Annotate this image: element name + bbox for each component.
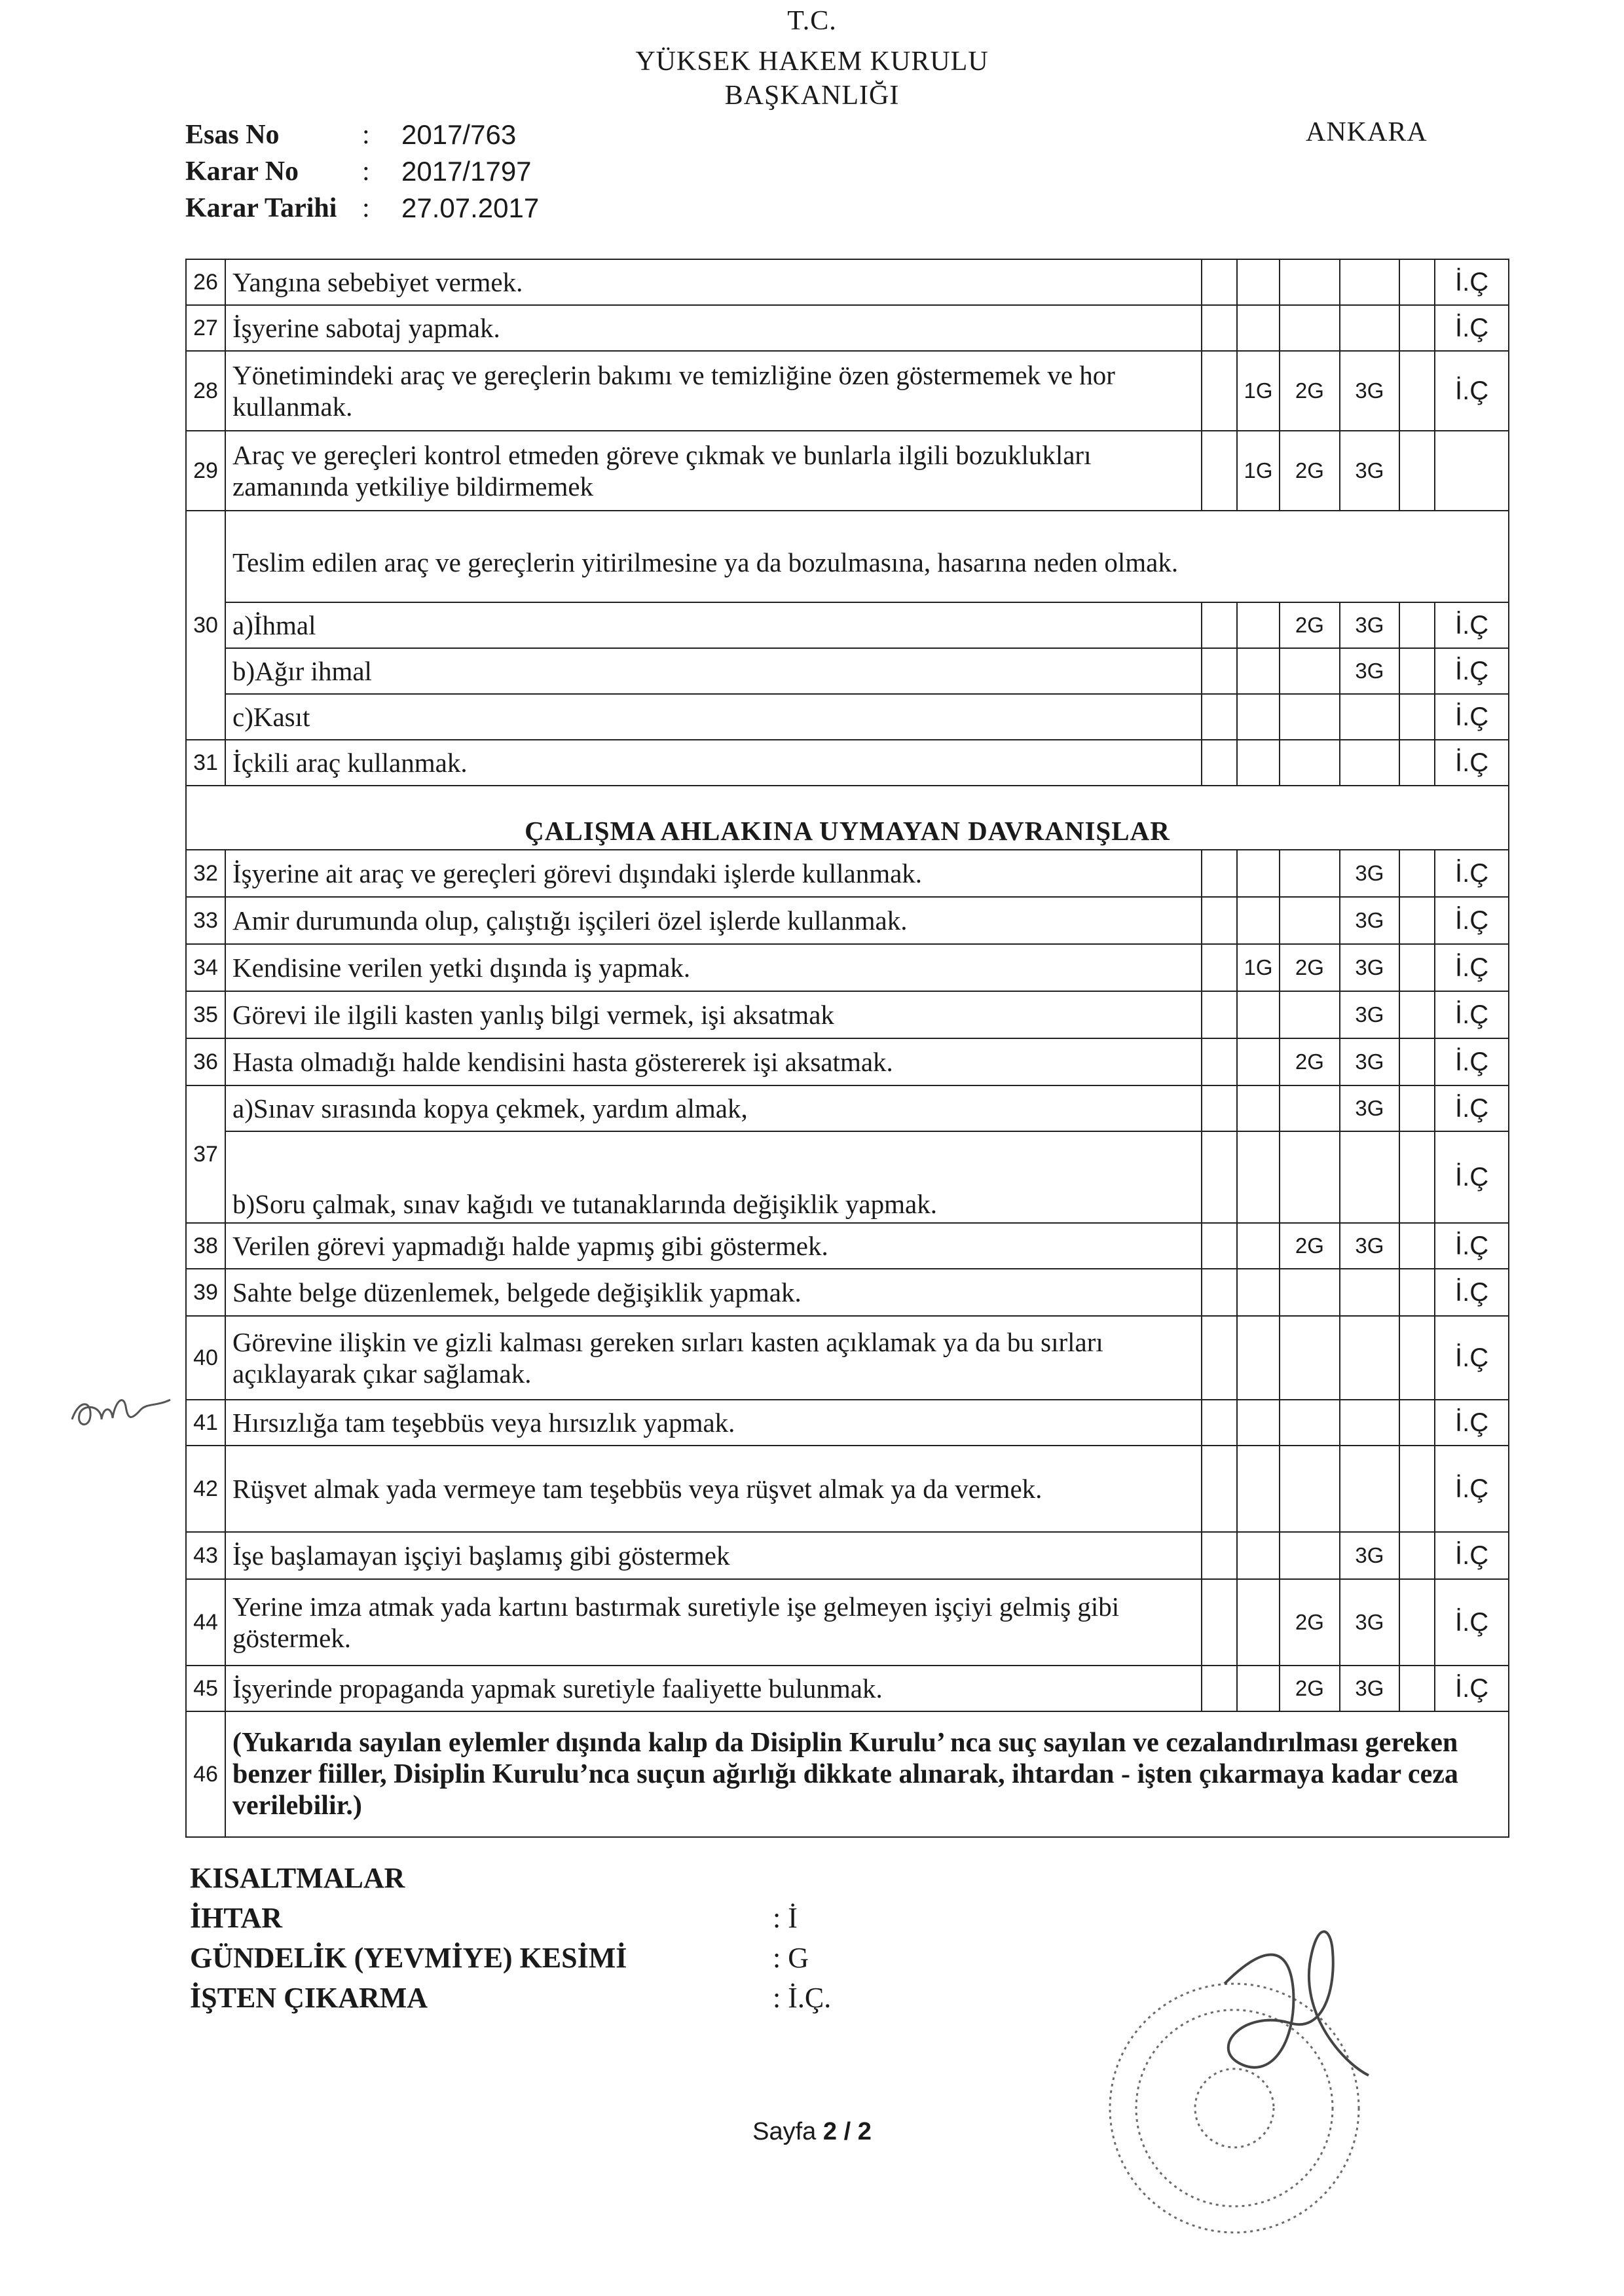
penalty-1g xyxy=(1237,991,1280,1038)
row-number: 35 xyxy=(186,991,225,1038)
abbreviation-code: : İ.Ç. xyxy=(773,1982,832,2014)
row-description: c)Kasıt xyxy=(225,694,1202,740)
abbreviation-row xyxy=(190,1898,831,1938)
table-row xyxy=(186,259,1509,305)
penalty-2g xyxy=(1280,1085,1340,1131)
meta-sep: : xyxy=(362,193,370,223)
empty-cell xyxy=(1202,1579,1237,1666)
abbreviations-title: KISALTMALAR xyxy=(190,1862,405,1894)
penalty-2g xyxy=(1280,305,1340,351)
empty-cell xyxy=(1202,648,1237,694)
table-row xyxy=(186,351,1509,431)
penalty-1g xyxy=(1237,1316,1280,1400)
abbreviation-term: İHTAR xyxy=(190,1902,282,1934)
penalty-3g: 3G xyxy=(1340,850,1400,897)
row-description: Sahte belge düzenlemek, belgede değişiklik yapmak. xyxy=(225,1269,1202,1316)
empty-cell xyxy=(1399,1269,1435,1316)
row-number: 37 xyxy=(186,1085,225,1223)
row-description: Yerine imza atmak yada kartını bastırmak suretiyle işe gelmeyen işçiyi gelmiş gibi göstermek. xyxy=(225,1579,1202,1666)
official-seal-icon xyxy=(1074,1912,1441,2252)
row-description: Teslim edilen araç ve gereçlerin yitirilmesine ya da bozulmasına, hasarına neden olmak. xyxy=(225,511,1509,602)
penalty-2g xyxy=(1280,991,1340,1038)
empty-cell xyxy=(1399,897,1435,944)
penalty-2g xyxy=(1280,694,1340,740)
row-number: 40 xyxy=(186,1316,225,1400)
empty-cell xyxy=(1399,1446,1435,1532)
penalty-1g xyxy=(1237,694,1280,740)
page-current: 2 xyxy=(822,2118,838,2145)
header-subtitle: BAŞKANLIĞI xyxy=(724,81,900,111)
table-row xyxy=(186,694,1509,740)
empty-cell xyxy=(1202,897,1237,944)
table-row xyxy=(186,511,1509,602)
row-description: b)Ağır ihmal xyxy=(225,648,1202,694)
penalty-1g xyxy=(1237,1269,1280,1316)
penalty-1g xyxy=(1237,259,1280,305)
row-description: a)İhmal xyxy=(225,602,1202,648)
empty-cell xyxy=(1399,694,1435,740)
meta-row-tarih xyxy=(185,190,539,227)
row-description: Hırsızlığa tam teşebbüs veya hırsızlık yapmak. xyxy=(225,1400,1202,1446)
empty-cell xyxy=(1399,740,1435,786)
penalty-2g xyxy=(1280,1269,1340,1316)
penalty-ic: İ.Ç xyxy=(1435,259,1509,305)
penalty-1g xyxy=(1237,602,1280,648)
empty-cell xyxy=(1399,1131,1435,1223)
table-row xyxy=(186,944,1509,991)
table-row xyxy=(186,1131,1509,1223)
penalty-3g: 3G xyxy=(1340,1223,1400,1269)
table-row xyxy=(186,991,1509,1038)
empty-cell xyxy=(1399,1038,1435,1085)
penalty-2g xyxy=(1280,1446,1340,1532)
empty-cell xyxy=(1399,850,1435,897)
row-description: (Yukarıda sayılan eylemler dışında kalıp da Disiplin Kurulu’ nca suç sayılan ve cezalandırılması gereken benzer fiiller, Disiplin Kurulu’nca suçun ağırlığı dikkate alınarak, ihtardan - işten çıkarmaya kadar ceza verilebilir.) xyxy=(225,1711,1509,1837)
penalty-ic: İ.Ç xyxy=(1435,897,1509,944)
penalty-ic xyxy=(1435,431,1509,511)
penalty-ic: İ.Ç xyxy=(1435,1400,1509,1446)
table-row xyxy=(186,1446,1509,1532)
penalty-2g: 2G xyxy=(1280,1038,1340,1085)
row-number: 32 xyxy=(186,850,225,897)
empty-cell xyxy=(1399,1579,1435,1666)
penalty-2g xyxy=(1280,740,1340,786)
row-number: 36 xyxy=(186,1038,225,1085)
empty-cell xyxy=(1202,1316,1237,1400)
row-description: a)Sınav sırasında kopya çekmek, yardım almak, xyxy=(225,1085,1202,1131)
row-number: 38 xyxy=(186,1223,225,1269)
empty-cell xyxy=(1202,1131,1237,1223)
empty-cell xyxy=(1399,602,1435,648)
empty-cell xyxy=(1202,944,1237,991)
row-description: Hasta olmadığı halde kendisini hasta göstererek işi aksatmak. xyxy=(225,1038,1202,1085)
row-number: 44 xyxy=(186,1579,225,1666)
penalty-1g xyxy=(1237,1666,1280,1711)
penalty-ic: İ.Ç xyxy=(1435,1085,1509,1131)
penalty-ic: İ.Ç xyxy=(1435,694,1509,740)
empty-cell xyxy=(1399,1666,1435,1711)
row-number: 45 xyxy=(186,1666,225,1711)
penalty-ic: İ.Ç xyxy=(1435,1532,1509,1579)
table-row xyxy=(186,1085,1509,1131)
penalty-ic: İ.Ç xyxy=(1435,648,1509,694)
table-row xyxy=(186,740,1509,786)
empty-cell xyxy=(1399,1085,1435,1131)
meta-sep: : xyxy=(362,120,370,150)
header-city: ANKARA xyxy=(1306,117,1428,147)
row-number: 29 xyxy=(186,431,225,511)
penalty-ic: İ.Ç xyxy=(1435,991,1509,1038)
row-description: İşyerine sabotaj yapmak. xyxy=(225,305,1202,351)
page-total: 2 xyxy=(857,2118,872,2145)
empty-cell xyxy=(1202,740,1237,786)
penalty-3g xyxy=(1340,305,1400,351)
row-description: Amir durumunda olup, çalıştığı işçileri özel işlerde kullanmak. xyxy=(225,897,1202,944)
penalty-3g: 3G xyxy=(1340,1038,1400,1085)
case-meta xyxy=(185,117,539,227)
row-description: Araç ve gereçleri kontrol etmeden göreve çıkmak ve bunlarla ilgili bozuklukları zamanında yetkiliye bildirmemek xyxy=(225,431,1202,511)
empty-cell xyxy=(1202,1038,1237,1085)
penalty-2g: 2G xyxy=(1280,351,1340,431)
penalty-2g xyxy=(1280,1532,1340,1579)
penalty-3g: 3G xyxy=(1340,1532,1400,1579)
empty-cell xyxy=(1202,431,1237,511)
penalty-2g: 2G xyxy=(1280,431,1340,511)
empty-cell xyxy=(1202,1446,1237,1532)
abbreviation-term: GÜNDELİK (YEVMİYE) KESİMİ xyxy=(190,1942,627,1974)
empty-cell xyxy=(1202,1269,1237,1316)
penalty-2g xyxy=(1280,1400,1340,1446)
penalty-2g: 2G xyxy=(1280,1666,1340,1711)
row-number: 28 xyxy=(186,351,225,431)
penalty-2g xyxy=(1280,1316,1340,1400)
penalty-1g xyxy=(1237,1038,1280,1085)
page-separator: / xyxy=(843,2118,851,2145)
table-row xyxy=(186,1316,1509,1400)
penalty-1g xyxy=(1237,1223,1280,1269)
penalty-1g xyxy=(1237,740,1280,786)
empty-cell xyxy=(1202,602,1237,648)
meta-value: 27.07.2017 xyxy=(401,192,540,223)
table-row xyxy=(186,1038,1509,1085)
row-number: 43 xyxy=(186,1532,225,1579)
penalty-3g: 3G xyxy=(1340,991,1400,1038)
abbreviation-code: : G xyxy=(773,1942,809,1974)
row-number: 31 xyxy=(186,740,225,786)
empty-cell xyxy=(1202,1223,1237,1269)
empty-cell xyxy=(1399,431,1435,511)
penalty-3g xyxy=(1340,259,1400,305)
table-row xyxy=(186,1400,1509,1446)
empty-cell xyxy=(1399,1400,1435,1446)
meta-row-esas xyxy=(185,117,539,153)
section-heading: ÇALIŞMA AHLAKINA UYMAYAN DAVRANIŞLAR xyxy=(186,786,1509,850)
penalty-2g: 2G xyxy=(1280,944,1340,991)
row-number: 30 xyxy=(186,511,225,740)
empty-cell xyxy=(1202,1400,1237,1446)
row-number: 33 xyxy=(186,897,225,944)
empty-cell xyxy=(1399,305,1435,351)
row-description: Kendisine verilen yetki dışında iş yapmak. xyxy=(225,944,1202,991)
row-description: İşyerinde propaganda yapmak suretiyle faaliyette bulunmak. xyxy=(225,1666,1202,1711)
row-number: 41 xyxy=(186,1400,225,1446)
row-number: 34 xyxy=(186,944,225,991)
empty-cell xyxy=(1202,305,1237,351)
penalty-ic: İ.Ç xyxy=(1435,305,1509,351)
penalty-3g xyxy=(1340,1446,1400,1532)
abbreviation-row xyxy=(190,1938,831,1978)
empty-cell xyxy=(1202,259,1237,305)
meta-row-karar xyxy=(185,153,539,190)
penalty-3g xyxy=(1340,1316,1400,1400)
row-number: 39 xyxy=(186,1269,225,1316)
penalty-1g xyxy=(1237,1131,1280,1223)
empty-cell xyxy=(1399,351,1435,431)
penalty-ic: İ.Ç xyxy=(1435,1316,1509,1400)
penalty-3g xyxy=(1340,1400,1400,1446)
empty-cell xyxy=(1399,1532,1435,1579)
penalty-1g: 1G xyxy=(1237,431,1280,511)
penalty-2g xyxy=(1280,648,1340,694)
penalty-3g: 3G xyxy=(1340,602,1400,648)
penalty-ic: İ.Ç xyxy=(1435,1223,1509,1269)
empty-cell xyxy=(1202,1085,1237,1131)
row-number: 46 xyxy=(186,1711,225,1837)
penalty-1g: 1G xyxy=(1237,944,1280,991)
penalty-ic: İ.Ç xyxy=(1435,944,1509,991)
penalty-2g xyxy=(1280,897,1340,944)
penalty-3g: 3G xyxy=(1340,1666,1400,1711)
penalty-3g xyxy=(1340,694,1400,740)
meta-label: Karar No xyxy=(185,156,299,187)
penalty-1g: 1G xyxy=(1237,351,1280,431)
abbreviations xyxy=(190,1858,831,2018)
penalty-1g xyxy=(1237,1085,1280,1131)
penalty-ic: İ.Ç xyxy=(1435,602,1509,648)
empty-cell xyxy=(1202,1666,1237,1711)
table-row xyxy=(186,1269,1509,1316)
row-description: İçkili araç kullanmak. xyxy=(225,740,1202,786)
initials-scribble-icon xyxy=(65,1380,177,1439)
empty-cell xyxy=(1202,850,1237,897)
penalty-3g: 3G xyxy=(1340,648,1400,694)
penalty-3g: 3G xyxy=(1340,1085,1400,1131)
penalty-2g: 2G xyxy=(1280,602,1340,648)
table-row xyxy=(186,1532,1509,1579)
row-description: Verilen görevi yapmadığı halde yapmış gibi göstermek. xyxy=(225,1223,1202,1269)
penalty-1g xyxy=(1237,1532,1280,1579)
meta-label: Esas No xyxy=(185,120,280,150)
row-description: Yönetimindeki araç ve gereçlerin bakımı ve temizliğine özen göstermemek ve hor kullanmak. xyxy=(225,351,1202,431)
penalty-ic: İ.Ç xyxy=(1435,1446,1509,1532)
penalty-1g xyxy=(1237,1579,1280,1666)
penalty-2g xyxy=(1280,850,1340,897)
penalty-3g: 3G xyxy=(1340,897,1400,944)
penalty-1g xyxy=(1237,850,1280,897)
empty-cell xyxy=(1399,991,1435,1038)
penalty-ic: İ.Ç xyxy=(1435,850,1509,897)
row-number: 26 xyxy=(186,259,225,305)
table-row xyxy=(186,850,1509,897)
penalty-ic: İ.Ç xyxy=(1435,1579,1509,1666)
meta-value: 2017/1797 xyxy=(401,156,532,187)
table-row xyxy=(186,1711,1509,1837)
penalty-2g: 2G xyxy=(1280,1223,1340,1269)
meta-label: Karar Tarihi xyxy=(185,193,337,223)
penalty-3g: 3G xyxy=(1340,431,1400,511)
penalty-3g xyxy=(1340,1131,1400,1223)
section-row xyxy=(186,786,1509,850)
penalty-ic: İ.Ç xyxy=(1435,1269,1509,1316)
penalty-ic: İ.Ç xyxy=(1435,1038,1509,1085)
empty-cell xyxy=(1399,648,1435,694)
meta-sep: : xyxy=(362,156,370,187)
penalty-3g: 3G xyxy=(1340,944,1400,991)
empty-cell xyxy=(1202,1532,1237,1579)
table-row xyxy=(186,1666,1509,1711)
empty-cell xyxy=(1399,1316,1435,1400)
table-row xyxy=(186,602,1509,648)
penalty-ic: İ.Ç xyxy=(1435,740,1509,786)
penalty-2g: 2G xyxy=(1280,1579,1340,1666)
penalty-2g xyxy=(1280,259,1340,305)
row-number: 42 xyxy=(186,1446,225,1532)
table-row xyxy=(186,431,1509,511)
penalty-3g: 3G xyxy=(1340,1579,1400,1666)
penalty-1g xyxy=(1237,648,1280,694)
table-row xyxy=(186,648,1509,694)
row-description: İşe başlamayan işçiyi başlamış gibi göstermek xyxy=(225,1532,1202,1579)
meta-value: 2017/763 xyxy=(401,119,517,150)
empty-cell xyxy=(1202,351,1237,431)
table-row xyxy=(186,897,1509,944)
empty-cell xyxy=(1399,1223,1435,1269)
empty-cell xyxy=(1202,991,1237,1038)
abbreviation-code: : İ xyxy=(773,1902,798,1934)
page-label: Sayfa xyxy=(752,2118,817,2145)
penalty-1g xyxy=(1237,305,1280,351)
abbreviation-term: İŞTEN ÇIKARMA xyxy=(190,1982,428,2014)
row-description: Görevine ilişkin ve gizli kalması gereken sırları kasten açıklamak ya da bu sırları açıklayarak çıkar sağlamak. xyxy=(225,1316,1202,1400)
empty-cell xyxy=(1399,259,1435,305)
penalty-3g xyxy=(1340,740,1400,786)
penalty-ic: İ.Ç xyxy=(1435,351,1509,431)
penalty-3g: 3G xyxy=(1340,351,1400,431)
empty-cell xyxy=(1202,694,1237,740)
abbreviation-row xyxy=(190,1978,831,2018)
empty-cell xyxy=(1399,944,1435,991)
penalty-1g xyxy=(1237,1400,1280,1446)
penalty-ic: İ.Ç xyxy=(1435,1131,1509,1223)
row-description: b)Soru çalmak, sınav kağıdı ve tutanaklarında değişiklik yapmak. xyxy=(225,1131,1202,1223)
penalty-1g xyxy=(1237,1446,1280,1532)
row-description: İşyerine ait araç ve gereçleri görevi dışındaki işlerde kullanmak. xyxy=(225,850,1202,897)
header-tc: T.C. xyxy=(787,6,837,36)
row-description: Rüşvet almak yada vermeye tam teşebbüs veya rüşvet almak ya da vermek. xyxy=(225,1446,1202,1532)
penalty-3g xyxy=(1340,1269,1400,1316)
penalty-ic: İ.Ç xyxy=(1435,1666,1509,1711)
penalty-2g xyxy=(1280,1131,1340,1223)
table-row xyxy=(186,305,1509,351)
row-description: Yangına sebebiyet vermek. xyxy=(225,259,1202,305)
header-title: YÜKSEK HAKEM KURULU xyxy=(635,46,989,77)
penalty-table xyxy=(185,259,1509,1838)
table-row xyxy=(186,1223,1509,1269)
row-number: 27 xyxy=(186,305,225,351)
row-description: Görevi ile ilgili kasten yanlış bilgi vermek, işi aksatmak xyxy=(225,991,1202,1038)
table-row xyxy=(186,1579,1509,1666)
penalty-1g xyxy=(1237,897,1280,944)
